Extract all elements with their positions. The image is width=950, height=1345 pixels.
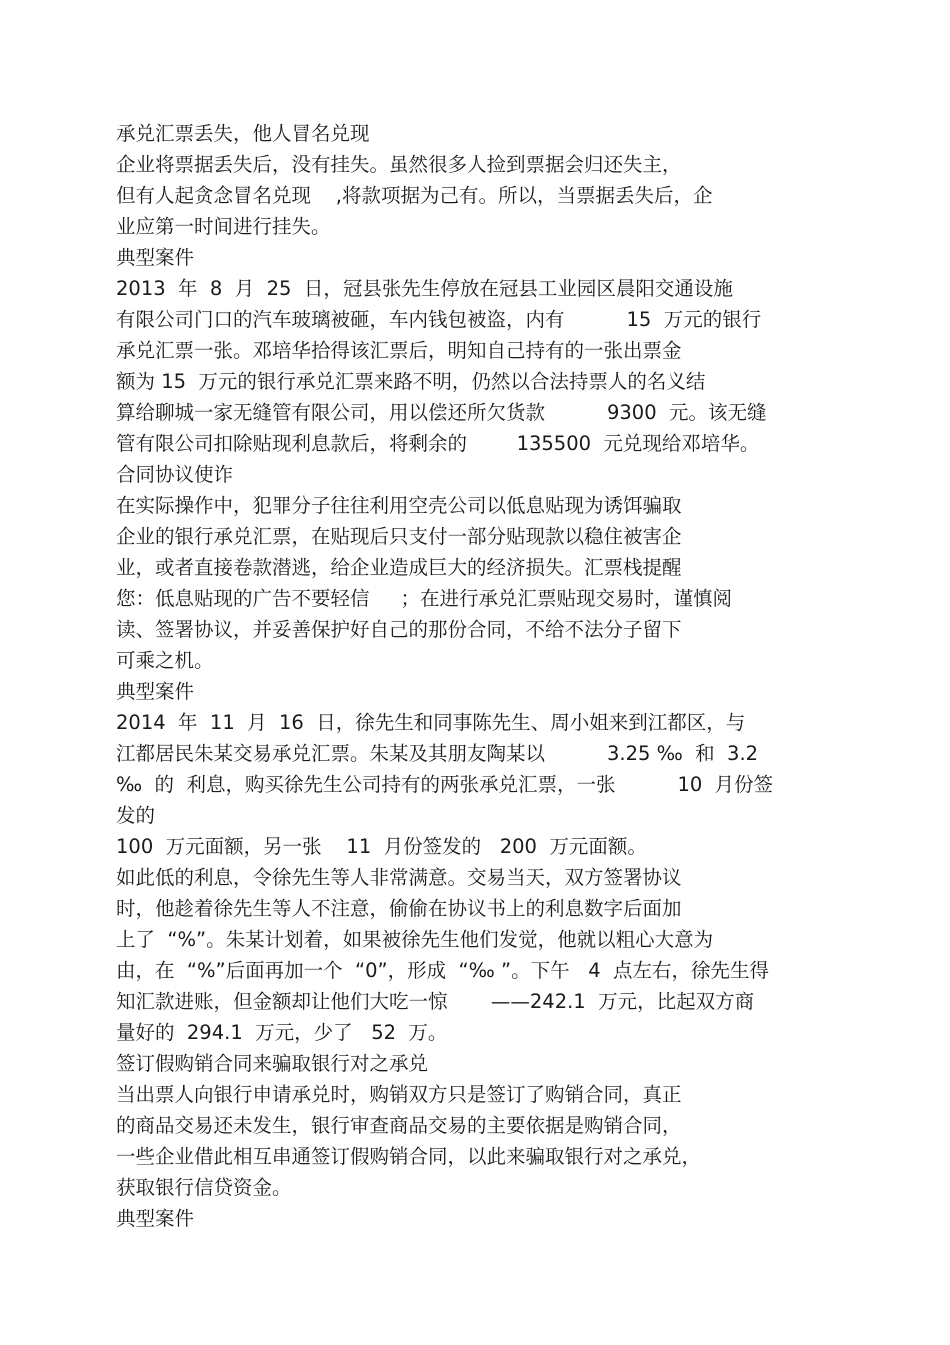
- paragraph-line: 读、签署协议，并妥善保护好自己的那份合同，不给不法分子留下: [116, 618, 682, 641]
- paragraph-line: 在实际操作中，犯罪分子往往利用空壳公司以低息贴现为诱饵骗取: [116, 494, 682, 517]
- paragraph-line: 企业将票据丢失后，没有挂失。虽然很多人捡到票据会归还失主，: [116, 153, 682, 176]
- paragraph-line: 当出票人向银行申请承兑时，购销双方只是签订了购销合同，真正: [116, 1083, 682, 1106]
- paragraph-line: 但有人起贪念冒名兑现 ,将款项据为己有。所以，当票据丢失后，企: [116, 184, 713, 207]
- paragraph-line: 算给聊城一家无缝管有限公司，用以偿还所欠货款 9300 元。该无缝: [116, 401, 767, 424]
- paragraph-line: ‰ 的 利息，购买徐先生公司持有的两张承兑汇票，一张 10 月份签: [116, 773, 774, 796]
- paragraph-line: 额为 15 万元的银行承兑汇票来路不明，仍然以合法持票人的名义结: [116, 370, 706, 393]
- paragraph-line: 可乘之机。: [116, 649, 214, 672]
- paragraph-line: 业应第一时间进行挂失。: [116, 215, 331, 238]
- section-heading: 签订假购销合同来骗取银行对之承兑: [116, 1052, 429, 1075]
- paragraph-line: 量好的 294.1 万元，少了 52 万。: [116, 1021, 448, 1044]
- paragraph-line: 江都居民朱某交易承兑汇票。朱某及其朋友陶某以 3.25 ‰ 和 3.2: [116, 742, 759, 765]
- paragraph-line: 一些企业借此相互串通签订假购销合同，以此来骗取银行对之承兑，: [116, 1145, 702, 1168]
- paragraph-line: 如此低的利息，令徐先生等人非常满意。交易当天，双方签署协议: [116, 866, 682, 889]
- section-heading: 承兑汇票丢失，他人冒名兑现: [116, 122, 370, 145]
- paragraph-line: 企业的银行承兑汇票，在贴现后只支付一部分贴现款以稳住被害企: [116, 525, 682, 548]
- case-heading: 典型案件: [116, 1207, 195, 1230]
- paragraph-line: 2013 年 8 月 25 日，冠县张先生停放在冠县工业园区晨阳交通设施: [116, 277, 733, 300]
- case-heading: 典型案件: [116, 680, 195, 703]
- paragraph-line: 由，在 “%”后面再加一个 “0”，形成 “‰ ”。下午 4 点左右，徐先生得: [116, 959, 770, 982]
- paragraph-line: 获取银行信贷资金。: [116, 1176, 292, 1199]
- paragraph-line: 承兑汇票一张。邓培华拾得该汇票后，明知自己持有的一张出票金: [116, 339, 682, 362]
- case-heading: 典型案件: [116, 246, 195, 269]
- section-heading: 合同协议使诈: [116, 463, 234, 486]
- paragraph-line: 有限公司门口的汽车玻璃被砸，车内钱包被盗，内有 15 万元的银行: [116, 308, 762, 331]
- paragraph-line: 您：低息贴现的广告不要轻信 ；在进行承兑汇票贴现交易时，谨慎阅: [116, 587, 732, 610]
- document-body: [116, 118, 836, 1234]
- paragraph-line: 业，或者直接卷款潜逃，给企业造成巨大的经济损失。汇票栈提醒: [116, 556, 682, 579]
- paragraph-line: 100 万元面额，另一张 11 月份签发的 200 万元面额。: [116, 835, 647, 858]
- paragraph-line: 上了 “%”。朱某计划着，如果被徐先生他们发觉，他就以粗心大意为: [116, 928, 714, 951]
- paragraph-line: 的商品交易还未发生，银行审查商品交易的主要依据是购销合同，: [116, 1114, 682, 1137]
- paragraph-line: 知汇款进账，但金额却让他们大吃一惊 ——242.1 万元，比起双方商: [116, 990, 755, 1013]
- paragraph-line: 发的: [116, 804, 156, 827]
- paragraph-line: 2014 年 11 月 16 日，徐先生和同事陈先生、周小姐来到江都区，与: [116, 711, 746, 734]
- paragraph-line: 管有限公司扣除贴现利息款后，将剩余的 135500 元兑现给邓培华。: [116, 432, 760, 455]
- paragraph-line: 时，他趁着徐先生等人不注意，偷偷在协议书上的利息数字后面加: [116, 897, 682, 920]
